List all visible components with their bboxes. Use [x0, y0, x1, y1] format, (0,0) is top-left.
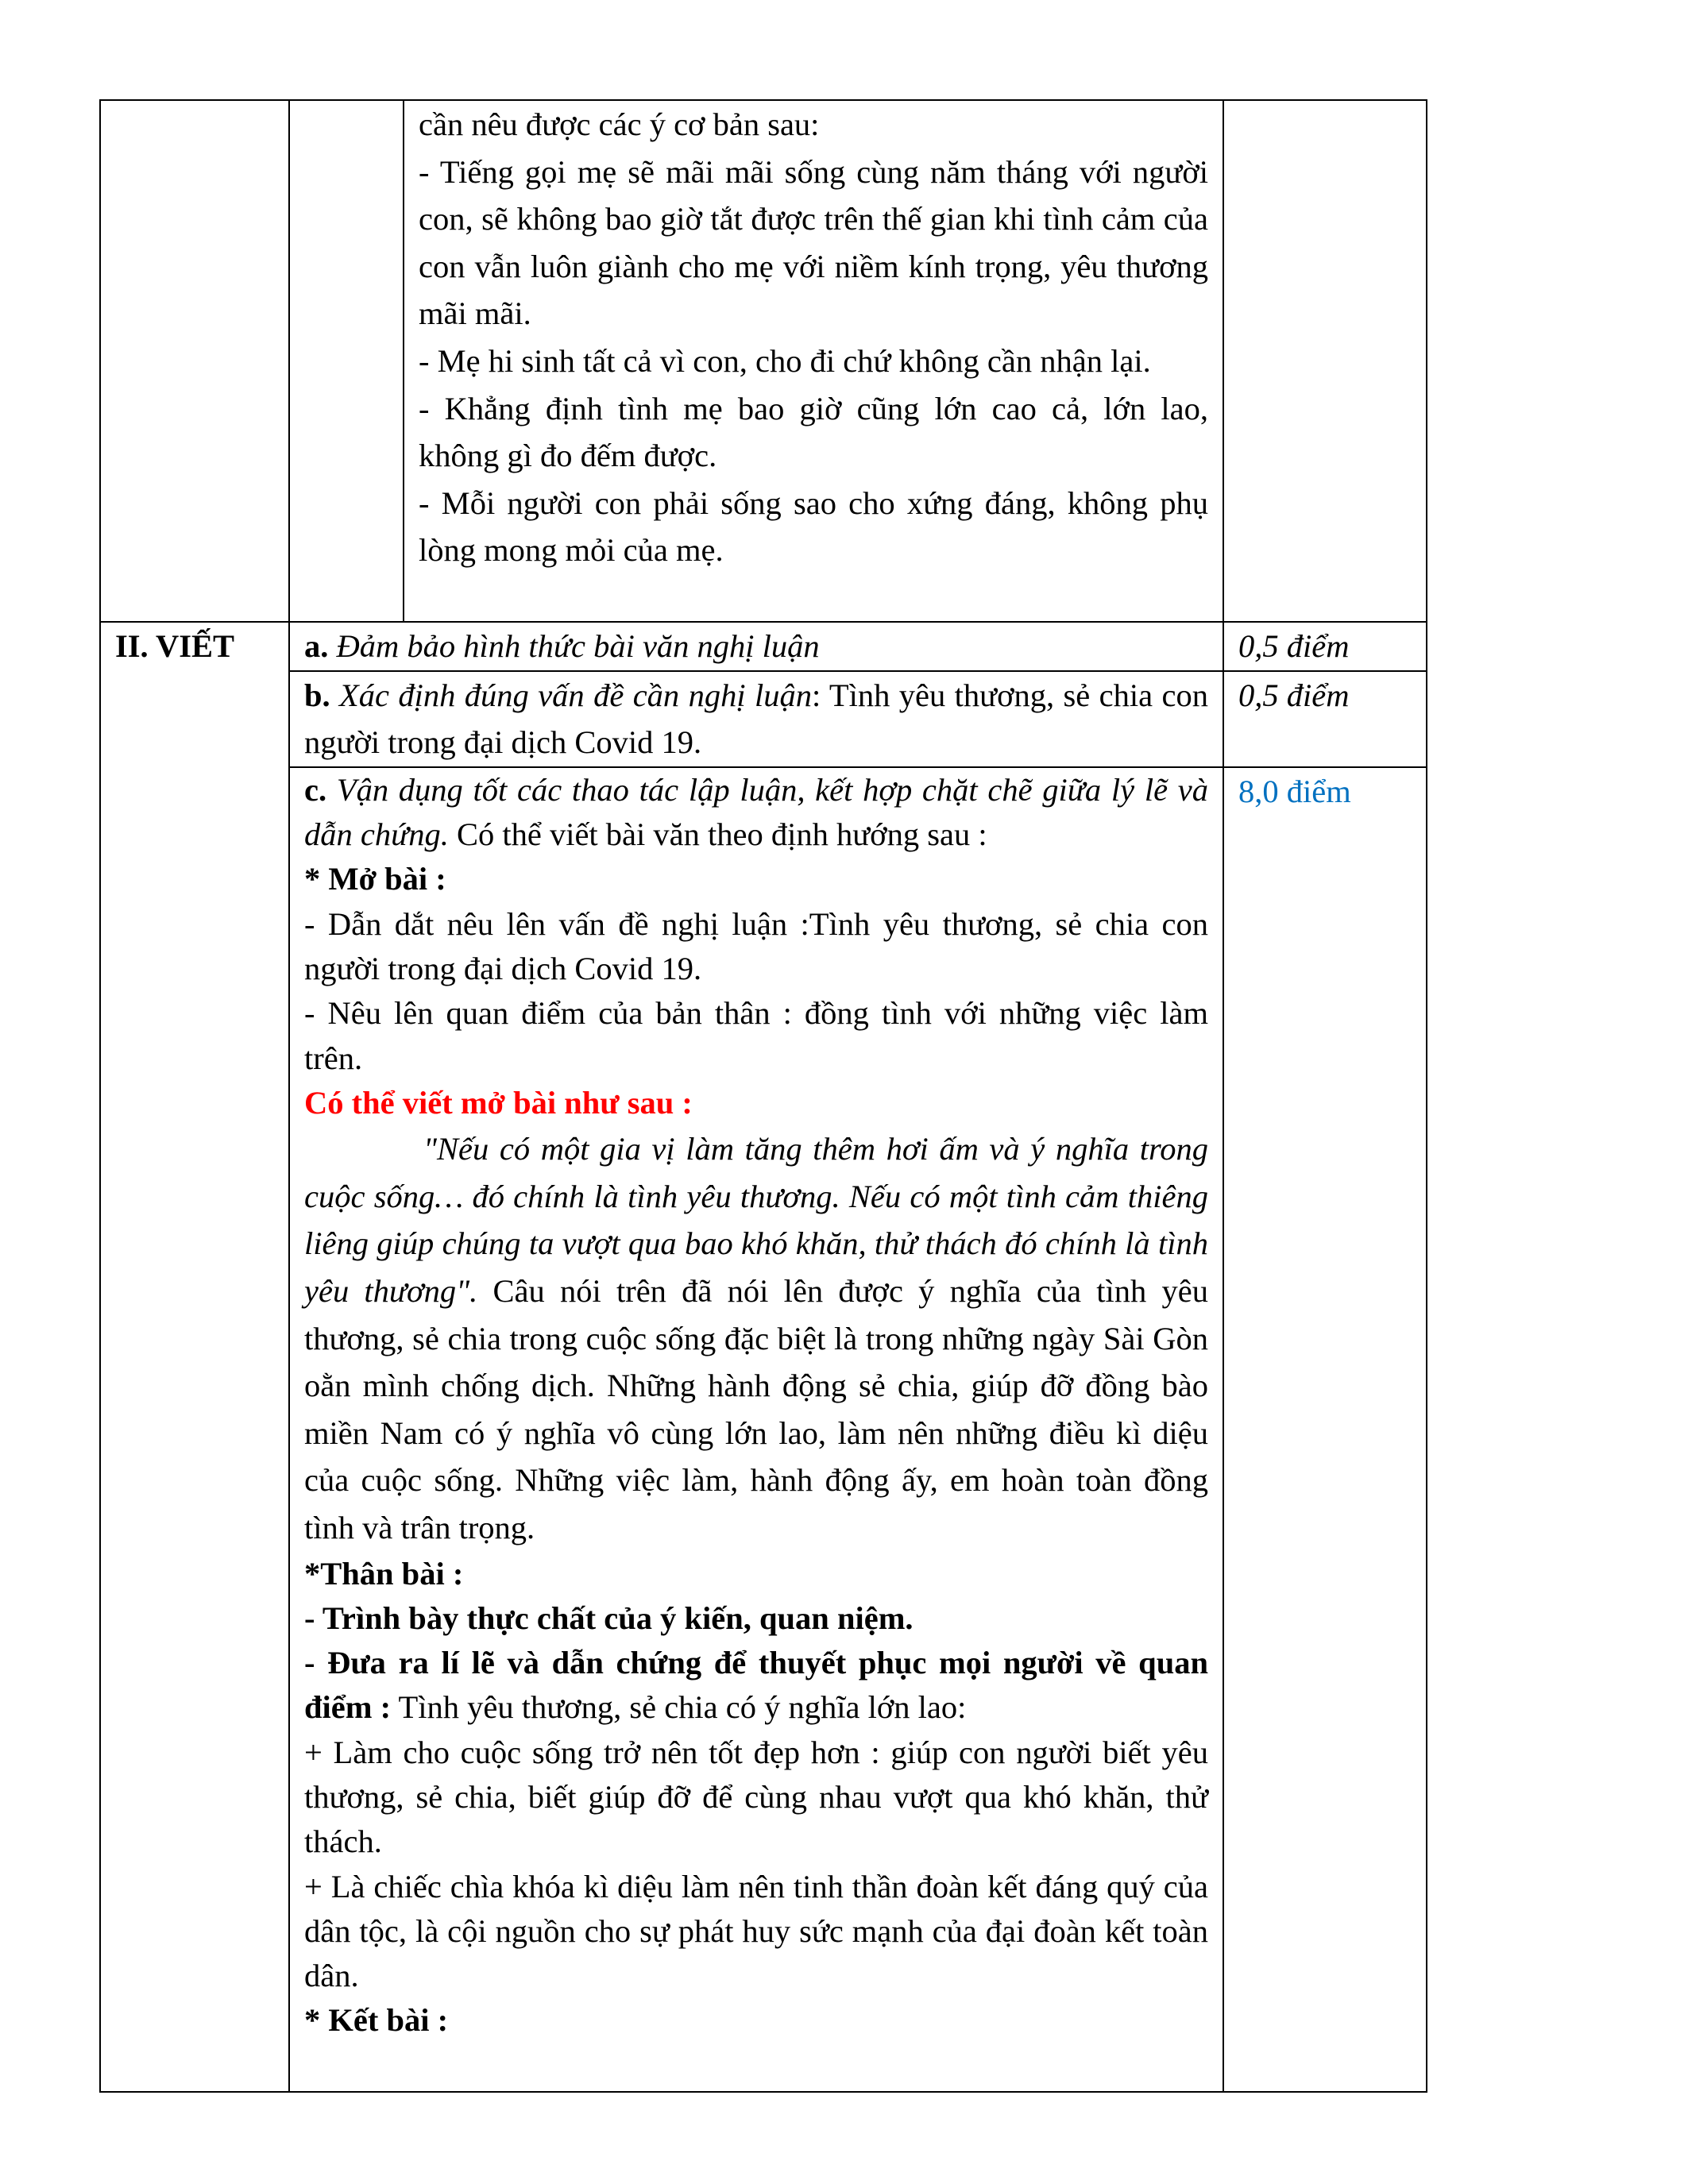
than-bai-point [304, 1641, 1208, 1731]
than-bai-heading: *Thân bài : [304, 1555, 464, 1592]
table-row-reading-continuation [100, 100, 1427, 622]
item-letter: c. [304, 771, 327, 808]
item-b-rest: : Tình yêu thương, sẻ chia con người trong đại dịch Covid 19. [304, 677, 1208, 761]
empty-cell [289, 100, 404, 622]
item-b-italic: Xác định đúng vấn đề cần nghị luận [330, 677, 812, 713]
answer-paragraph: - Khẳng định tình mẹ bao giờ cũng lớn cao cả, lớn lao, không gì đo đếm được. [419, 390, 1208, 474]
than-bai-bold: - Đưa ra lí lẽ và dẫn chứng để thuyết phục mọi người về quan điểm : [304, 1645, 1208, 1726]
answer-paragraph: cần nêu được các ý cơ bản sau: [419, 106, 820, 142]
section-label: II. VIẾT [100, 622, 289, 2092]
item-b-cell [289, 671, 1223, 767]
table-row-item-c [100, 767, 1427, 2092]
item-a-text: Đảm bảo hình thức bài văn nghị luận [328, 628, 820, 664]
sample-quote: "Nếu có một gia vị làm tăng thêm hơi ấm và ý nghĩa trong cuộc sống… đó chính là tình yêu thương. Nếu có một tình cảm thiêng liêng giúp chúng ta vượt qua bao khó khăn, thử thách đó chính là tình yêu thương". [304, 1131, 1208, 1309]
answer-paragraph: - Mỗi người con phải sống sao cho xứng đáng, không phụ lòng mong mỏi của mẹ. [419, 484, 1208, 569]
item-letter: b. [304, 677, 330, 713]
item-c-italic: Vận dụng tốt các thao tác lập luận, kết hợp chặt chẽ giữa lý lẽ và dẫn chứng. [304, 771, 1208, 853]
sample-paragraph [304, 1125, 1208, 1551]
item-c-cell [289, 767, 1223, 2092]
table-row-item-a [100, 622, 1427, 671]
answer-key-table [99, 99, 1427, 2093]
empty-cell [100, 100, 289, 622]
reading-answer-cell [404, 100, 1223, 622]
ket-bai-heading: * Kết bài : [304, 2002, 449, 2039]
answer-paragraph: - Tiếng gọi mẹ sẽ mãi mãi sống cùng năm tháng với người con, sẽ không bao giờ tắt được trên thế gian khi tình cảm của con vẫn luôn giành cho mẹ với niềm kính trọng, yêu thương mãi mãi. [419, 153, 1208, 332]
item-a-cell [289, 622, 1223, 671]
answer-paragraph: - Mẹ hi sinh tất cả vì con, cho đi chứ không cần nhận lại. [419, 342, 1151, 379]
than-bai-point: - Trình bày thực chất của ý kiến, quan niệm. [304, 1599, 914, 1636]
table-row-item-b [100, 671, 1427, 767]
item-c-rest: Có thể viết bài văn theo định hướng sau : [448, 816, 987, 853]
item-c-score: 8,0 điểm [1223, 767, 1427, 2092]
than-bai-point: + Là chiếc chìa khóa kì diệu làm nên tinh thần đoàn kết đáng quý của dân tộc, là cội nguồn cho sự phát huy sức mạnh của đại đoàn kết toàn dân. [304, 1868, 1208, 1994]
mo-bai-heading: * Mở bài : [304, 861, 446, 897]
than-bai-rest: Tình yêu thương, sẻ chia có ý nghĩa lớn lao: [391, 1689, 967, 1726]
item-a-score: 0,5 điểm [1223, 622, 1427, 671]
mo-bai-point: - Dẫn dắt nêu lên vấn đề nghị luận :Tình yêu thương, sẻ chia con người trong đại dịch Covid 19. [304, 905, 1208, 986]
item-b-score: 0,5 điểm [1223, 671, 1427, 767]
sample-heading: Có thể viết mở bài như sau : [304, 1084, 693, 1121]
sample-rest: Câu nói trên đã nói lên được ý nghĩa của tình yêu thương, sẻ chia trong cuộc sống đặc biệt là trong những ngày Sài Gòn oằn mình chống dịch. Những hành động sẻ chia, giúp đỡ đồng bào miền Nam có ý nghĩa vô cùng lớn lao, làm nên những điều kì diệu của cuộc sống. Những việc làm, hành động ấy, em hoàn toàn đồng tình và trân trọng. [304, 1272, 1208, 1545]
than-bai-point: + Làm cho cuộc sống trở nên tốt đẹp hơn : giúp con người biết yêu thương, sẻ chia, biết giúp đỡ để cùng nhau vượt qua khó khăn, thử thách. [304, 1734, 1208, 1860]
empty-cell [1223, 100, 1427, 622]
mo-bai-point: - Nêu lên quan điểm của bản thân : đồng tình với những việc làm trên. [304, 995, 1208, 1076]
item-letter: a. [304, 628, 329, 664]
